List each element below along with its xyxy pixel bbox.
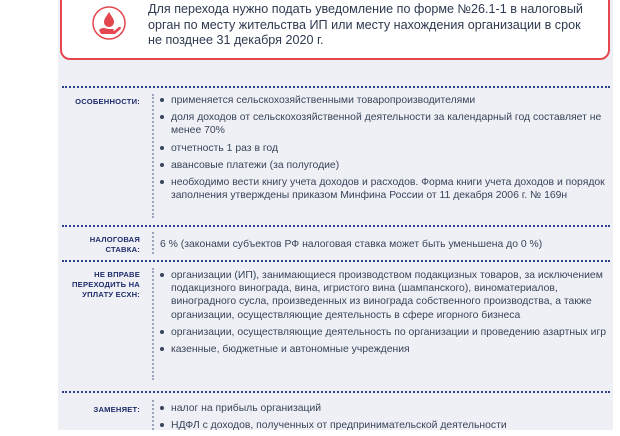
- list-item: организации (ИП), занимающиеся производством подакцизных товаров, за исключением подакцизного винограда, вина, игристого вина (шампанского), виноматериалов, виноградного сусла, произведенных из винограда собственного производства, а также организации, осуществляющие деятельность в сфере игорного бизнеса: [160, 269, 610, 322]
- section-divider: [62, 260, 610, 262]
- column-separator: [152, 94, 154, 218]
- hand-with-drop-icon: [92, 6, 126, 40]
- section-divider: [62, 86, 610, 88]
- section-divider: [62, 225, 610, 227]
- section-divider: [62, 391, 610, 393]
- content-panel: [58, 0, 613, 430]
- rate-label: НАЛОГОВАЯ СТАВКА:: [89, 235, 140, 254]
- notice-box: [60, 0, 610, 60]
- list-item: организации, осуществляющие деятельность по организации и проведению азартных игр: [160, 326, 610, 339]
- features-label: ОСОБЕННОСТИ:: [75, 97, 140, 106]
- rate-text: 6 % (законами субъектов РФ налоговая ставка может быть уменьшена до 0 %): [160, 239, 543, 250]
- list-item: необходимо вести книгу учета доходов и расходов. Форма книги учета доходов и порядок заполнения утверждены приказом Минфина России от 11 декабря 2006 г. № 169н: [160, 176, 610, 202]
- column-separator: [152, 400, 154, 430]
- list-item: налог на прибыль организаций: [160, 402, 610, 415]
- list-item: казенные, бюджетные и автономные учреждения: [160, 343, 610, 356]
- not-allowed-list: [160, 269, 610, 360]
- list-item: отчетность 1 раз в год: [160, 142, 610, 155]
- replaces-list: [160, 402, 610, 436]
- list-item: применяется сельскохозяйственными товаропроизводителями: [160, 94, 610, 107]
- column-separator: [152, 232, 154, 254]
- not-allowed-label: НЕ ВПРАВЕ ПЕРЕХОДИТЬ НА УПЛАТУ ЕСХН:: [72, 270, 140, 299]
- features-list: [160, 94, 610, 206]
- notice-text: Для перехода нужно подать уведомление по форме №26.1-1 в налоговый орган по месту жительства ИП или месту нахождения организации в срок не позднее 31 декабря 2020 г.: [148, 2, 583, 47]
- list-item: доля доходов от сельскохозяйственной деятельности за календарный год составляет не менее 70%: [160, 111, 610, 137]
- list-item: авансовые платежи (за полугодие): [160, 159, 610, 172]
- column-separator: [152, 268, 154, 380]
- list-item: НДФЛ с доходов, полученных от предпринимательской деятельности: [160, 419, 610, 432]
- replaces-label: ЗАМЕНЯЕТ:: [93, 405, 140, 414]
